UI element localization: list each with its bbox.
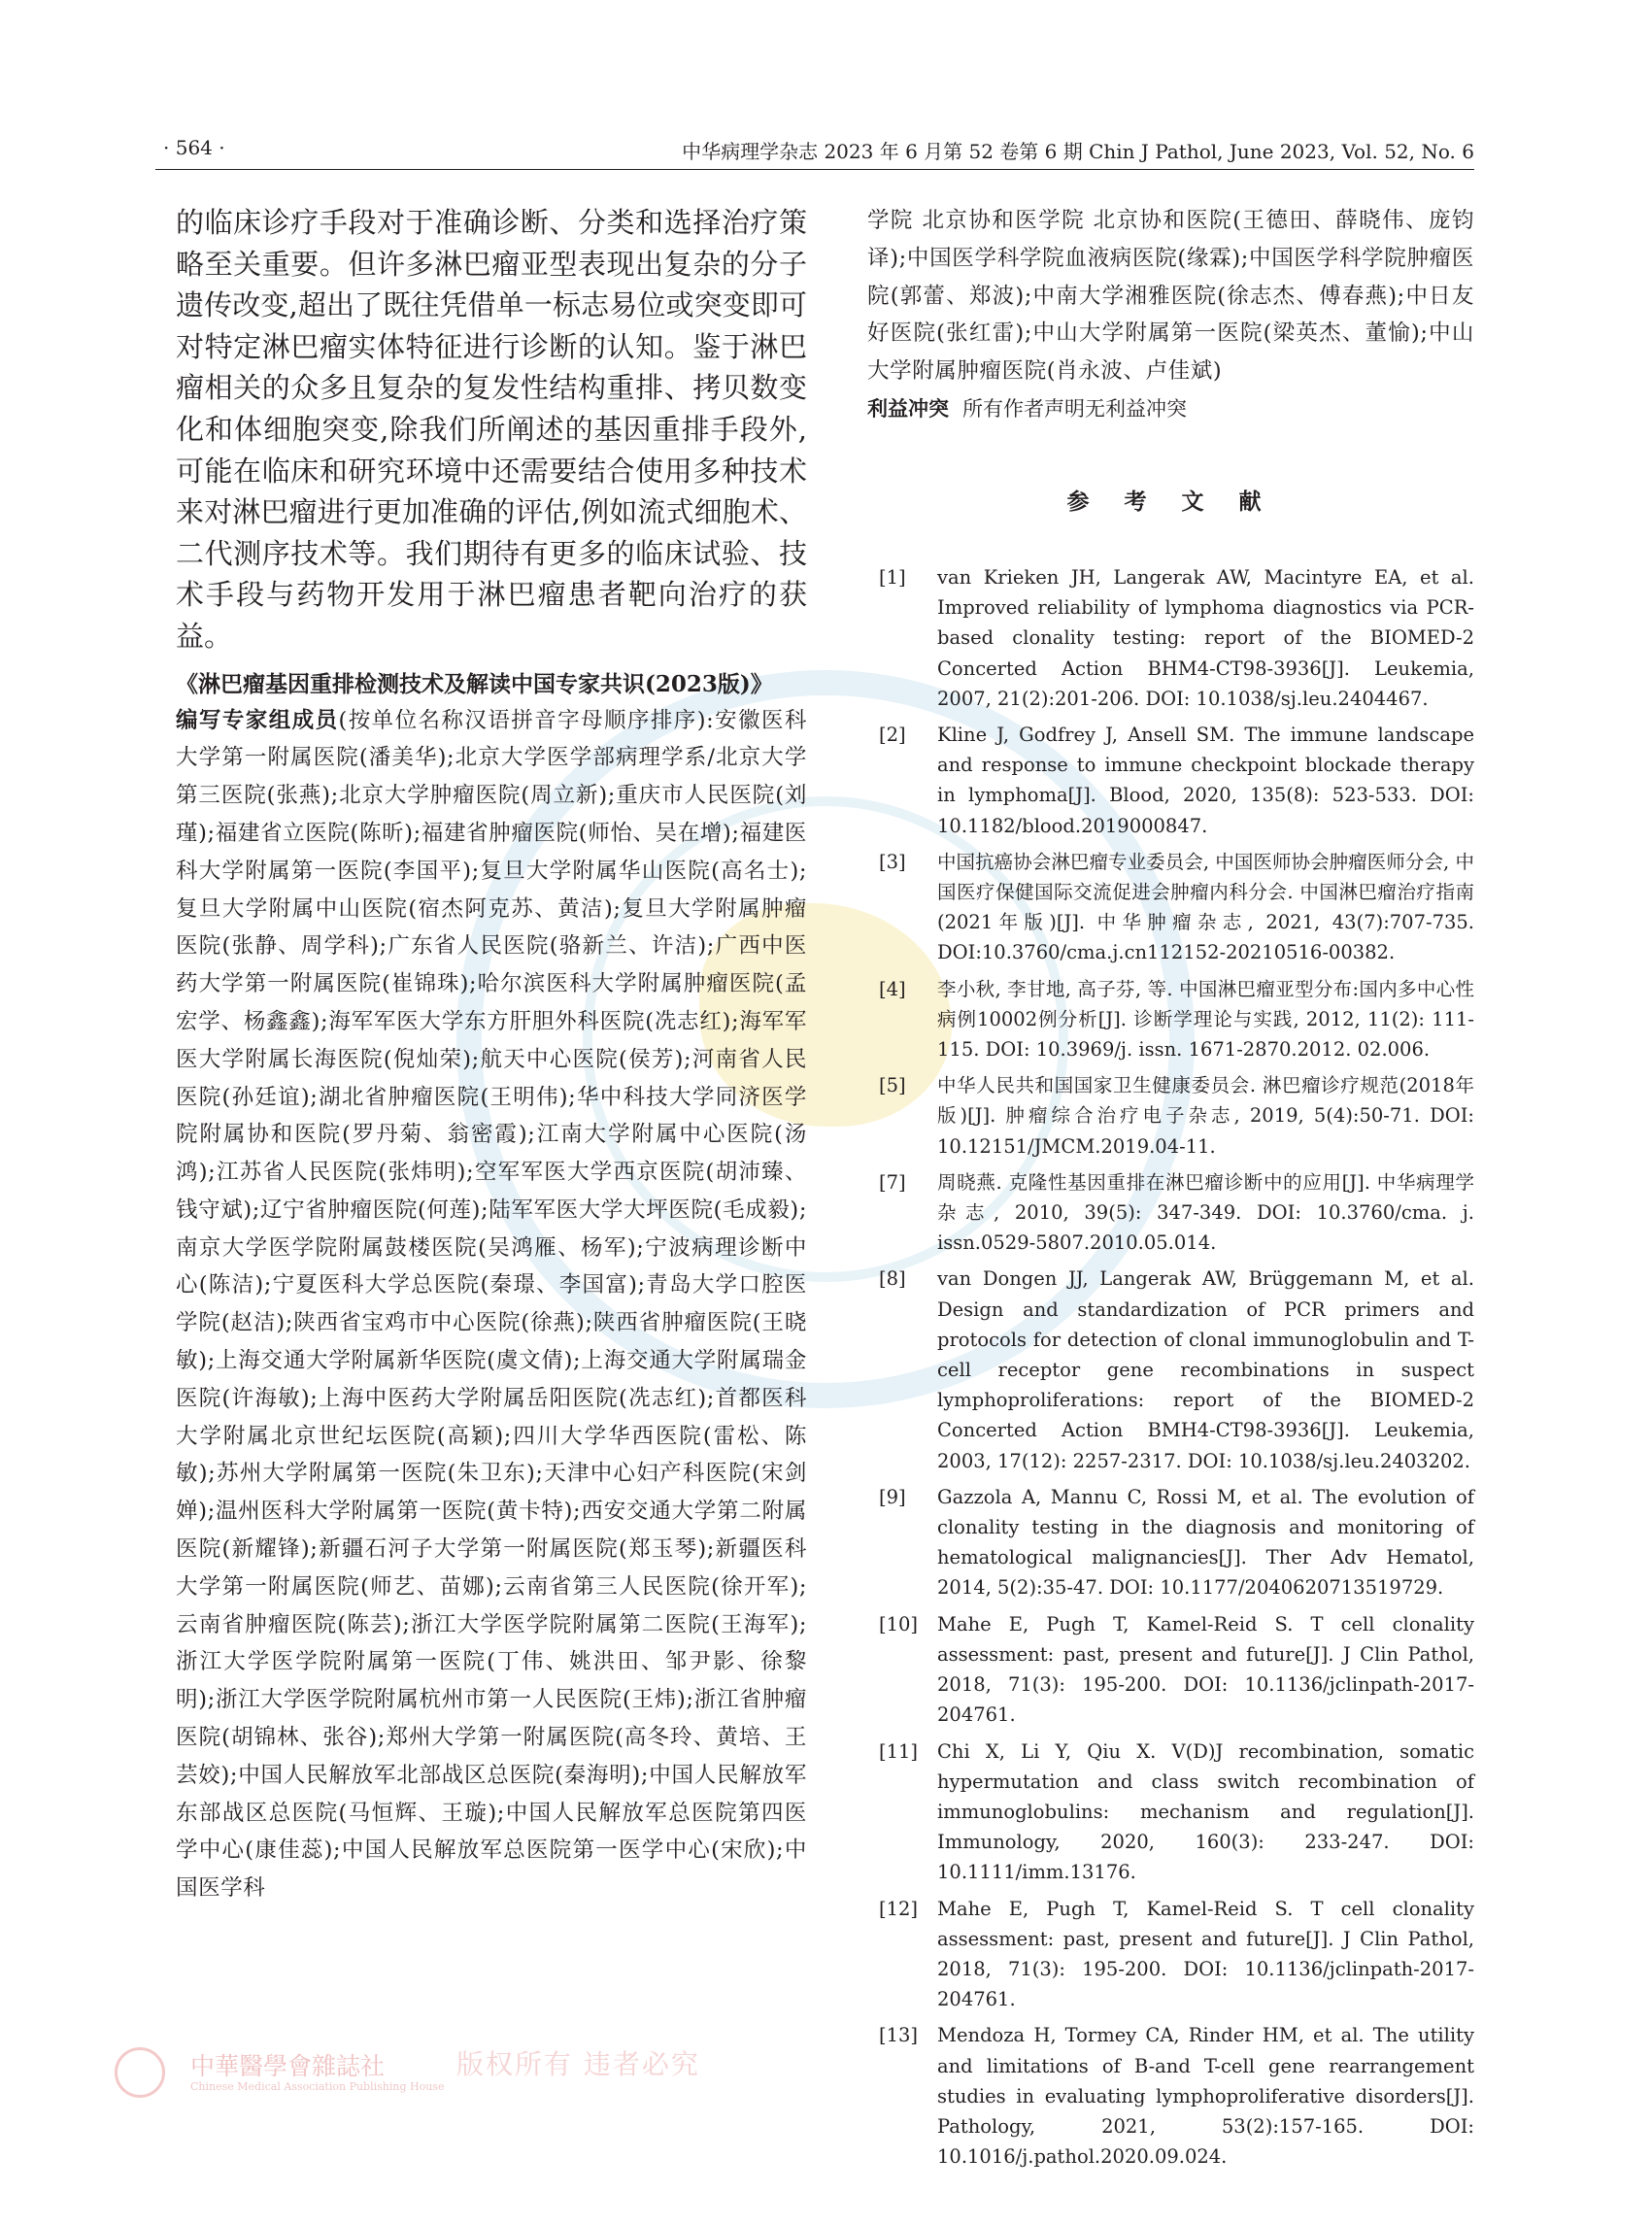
reference-text: Kline J, Godfrey J, Ansell SM. The immune landscape and response to immune checkpoint blockade therapy in lymphoma[J]. Blood, 2020, 135(8): 523-533. DOI: 10.1182/blood.2019000847. (937, 724, 1474, 837)
reference-text: Gazzola A, Mannu C, Rossi M, et al. The evolution of clonality testing in the diagnosis and monitoring of hematological malignancies[J]. Ther Adv Hematol, 2014, 5(2):35-47. DOI: 10.1177/2040620713519729. (937, 1485, 1474, 1600)
reference-number: [13] (879, 2024, 919, 2047)
coi-label: 利益冲突 (867, 395, 949, 421)
conflict-of-interest (867, 390, 1474, 427)
expert-group-continued: 学院 北京协和医学院 北京协和医院(王德田、薛晓伟、庞钧译);中国医学科学院血液病医院(缘霖);中国医学科学院肿瘤医院(郭蕾、郑波);中南大学湘雅医院(徐志杰、傅春燕);中日友好医院(张红雷);中山大学附属第一医院(梁英杰、董愉);中山大学附属肿瘤医院(肖永波、卢佳斌) (867, 208, 1474, 385)
reference-item (867, 1609, 1474, 1731)
reference-text: 中华人民共和国国家卫生健康委员会. 淋巴瘤诊疗规范(2018年版)[J]. 肿瘤综合治疗电子杂志, 2019, 5(4):50-71. DOI: 10.12151/JMCM.2019.04-11. (937, 1074, 1474, 1158)
reference-text: 周晓燕. 克隆性基因重排在淋巴瘤诊断中的应用[J]. 中华病理学杂志, 2010, 39(5): 347-349. DOI: 10.3760/cma. j. issn.0529-5807.2010.05.014. (937, 1170, 1474, 1255)
reference-text: Mahe E, Pugh T, Kamel-Reid S. T cell clonality assessment: past, present and future[J]. J Clin Pathol, 2018, 71(3): 195-200. DOI: 10.1136/jclinpath-2017-204761. (937, 1897, 1474, 2011)
reference-item (867, 1070, 1474, 1162)
reference-text: van Dongen JJ, Langerak AW, Brüggemann M, et al. Design and standardization of PCR primers and protocols for detection of clonal immunoglobulin and T-cell receptor gene recombinations in suspect lymphoproliferations: report of the BIOMED-2 Concerted Action BMH4-CT98-3936[J]. Leukemia, 2003, 17(12): 2257-2317. DOI: 10.1038/sj.leu.2403202. (937, 1267, 1474, 1472)
expert-group-list (176, 702, 807, 1908)
expert-group-members: 安徽医科大学第一附属医院(潘美华);北京大学医学部病理学系/北京大学第三医院(张燕);北京大学肿瘤医院(周立新);重庆市人民医院(刘瑾);福建省立医院(陈昕);福建省肿瘤医院(师怡、吴在增);福建医科大学附属第一医院(李国平);复旦大学附属华山医院(高名士);复旦大学附属中山医院(宿杰阿克苏、黄洁);复旦大学附属肿瘤医院(张静、周学科);广东省人民医院(骆新兰、许洁);广西中医药大学第一附属医院(崔锦珠);哈尔滨医科大学附属肿瘤医院(孟宏学、杨鑫鑫);海军军医大学东方肝胆外科医院(冼志红);海军军医大学附属长海医院(倪灿荣);航天中心医院(侯芳);河南省人民医院(孙廷谊);湖北省肿瘤医院(王明伟);华中科技大学同济医学院附属协和医院(罗丹菊、翁密霞);江南大学附属中心医院(汤鸿);江苏省人民医院(张炜明);空军军医大学西京医院(胡沛臻、钱守斌);辽宁省肿瘤医院(何莲);陆军军医大学大坪医院(毛成毅);南京大学医学院附属鼓楼医院(吴鸿雁、杨军);宁波病理诊断中心(陈洁);宁夏医科大学总医院(秦璟、李国富);青岛大学口腔医学院(赵洁);陕西省宝鸡市中心医院(徐燕);陕西省肿瘤医院(王晓敏);上海交通大学附属新华医院(虞文倩);上海交通大学附属瑞金医院(许海敏);上海中医药大学附属岳阳医院(冼志红);首都医科大学附属北京世纪坛医院(高颖);四川大学华西医院(雷松、陈敏);苏州大学附属第一医院(朱卫东);天津中心妇产科医院(宋剑婵);温州医科大学附属第一医院(黄卡特);西安交通大学第二附属医院(新耀锋);新疆石河子大学第一附属医院(郑玉琴);新疆医科大学第一附属医院(师艺、苗娜);云南省第三人民医院(徐开军);云南省肿瘤医院(陈芸);浙江大学医学院附属第二医院(王海军);浙江大学医学院附属第一医院(丁伟、姚洪田、邹尹影、徐黎明);浙江大学医学院附属杭州市第一人民医院(王炜);浙江省肿瘤医院(胡锦林、张谷);郑州大学第一附属医院(高冬玲、黄培、王芸姣);中国人民解放军北部战区总医院(秦海明);中国人民解放军东部战区总医院(马恒辉、王璇);中国人民解放军总医院第四医学中心(康佳蕊);中国人民解放军总医院第一医学中心(宋欣);中国医学科 (176, 707, 808, 1902)
reference-item (867, 562, 1474, 714)
reference-item (867, 1736, 1474, 1888)
rights-notice: 版权所有 违者必究 (456, 2048, 700, 2080)
reference-number: [4] (879, 977, 906, 1000)
reference-number: [9] (879, 1485, 906, 1508)
reference-list (867, 562, 1474, 2172)
reference-number: [8] (879, 1267, 906, 1291)
expert-group-label: 编写专家组成员 (176, 707, 339, 733)
running-header (155, 130, 1474, 170)
coi-text: 所有作者声明无利益冲突 (962, 396, 1187, 421)
reference-number: [3] (879, 850, 906, 873)
reference-number: [7] (879, 1170, 906, 1194)
reference-item (867, 720, 1474, 841)
right-column (867, 202, 1474, 2177)
left-column (176, 202, 807, 1907)
reference-item (867, 1482, 1474, 1603)
expert-group-note: (按单位名称汉语拼音字母顺序排序): (338, 707, 715, 733)
reference-text: Mendoza H, Tormey CA, Rinder HM, et al. The utility and limitations of B-and T-cell gene rearrangement studies in evaluating lymphoproliferative disorders[J]. Pathology, 2021, 53(2):157-165. DOI: 10.1016/j.pathol.2020.09.024. (937, 2024, 1474, 2169)
consensus-title: 《淋巴瘤基因重排检测技术及解读中国专家共识(2023版)》 (176, 670, 773, 697)
publisher-logo-icon (115, 2047, 165, 2098)
reference-item (867, 1264, 1474, 1475)
reference-item (867, 1894, 1474, 2015)
reference-item (867, 1167, 1474, 1259)
reference-number: [5] (879, 1074, 906, 1097)
reference-text: 李小秋, 李甘地, 高子芬, 等. 中国淋巴瘤亚型分布:国内多中心性病例10002例分析[J]. 诊断学理论与实践, 2012, 11(2): 111-115. DOI: 10.3969/j. issn. 1671-2870.2012. 02.006. (937, 977, 1474, 1062)
reference-text: van Krieken JH, Langerak AW, Macintyre EA, et al. Improved reliability of lymphoma diagnostics via PCR-based clonality testing: report of the BIOMED-2 Concerted Action BHM4-CT98-3936[J]. Leukemia, 2007, 21(2):201-206. DOI: 10.1038/sj.leu.2404467. (937, 565, 1474, 710)
reference-text: Chi X, Li Y, Qiu X. V(D)J recombination, somatic hypermutation and class switch recombination of immunoglobulins: mechanism and regulation[J]. Immunology, 2020, 160(3): 233-247. DOI: 10.1111/imm.13176. (937, 1739, 1474, 1884)
reference-text: 中国抗癌协会淋巴瘤专业委员会, 中国医师协会肿瘤医师分会, 中国医疗保健国际交流促进会肿瘤内科分会. 中国淋巴瘤治疗指南(2021年版)[J]. 中华肿瘤杂志, 2021, 43(7):707-735. DOI:10.3760/cma.j.cn112152-20210516-00382. (937, 850, 1474, 964)
references-heading: 参 考 文 献 (1066, 488, 1275, 515)
body-paragraph: 的临床诊疗手段对于准确诊断、分类和选择治疗策略至关重要。但许多淋巴瘤亚型表现出复杂的分子遗传改变,超出了既往凭借单一标志易位或突变即可对特定淋巴瘤实体特征进行诊断的认知。鉴于淋巴瘤相关的众多且复杂的复发性结构重排、拷贝数变化和体细胞突变,除我们所阐述的基因重排手段外,可能在临床和研究环境中还需要结合使用多种技术来对淋巴瘤进行更加准确的评估,例如流式细胞术、二代测序技术等。我们期待有更多的临床试验、技术手段与药物开发用于淋巴瘤患者靶向治疗的获益。 (176, 206, 807, 653)
reference-item (867, 2020, 1474, 2172)
reference-number: [11] (879, 1739, 919, 1763)
reference-item (867, 974, 1474, 1065)
publisher-name-en: Chinese Medical Association Publishing House (190, 2080, 445, 2093)
reference-number: [12] (879, 1897, 919, 1920)
reference-number: [1] (879, 565, 906, 589)
publisher-name: 中華醫學會雜誌社 (190, 2052, 386, 2080)
reference-number: [2] (879, 724, 906, 746)
reference-text: Mahe E, Pugh T, Kamel-Reid S. T cell clonality assessment: past, present and future[J]. J Clin Pathol, 2018, 71(3): 195-200. DOI: 10.1136/jclinpath-2017-204761. (937, 1612, 1474, 1727)
journal-info: 中华病理学杂志 2023 年 6 月第 52 卷第 6 期 Chin J Pathol, June 2023, Vol. 52, No. 6 (682, 140, 1474, 163)
page-number: · 564 · (163, 136, 225, 159)
reference-item (867, 847, 1474, 968)
reference-number: [10] (879, 1612, 919, 1635)
